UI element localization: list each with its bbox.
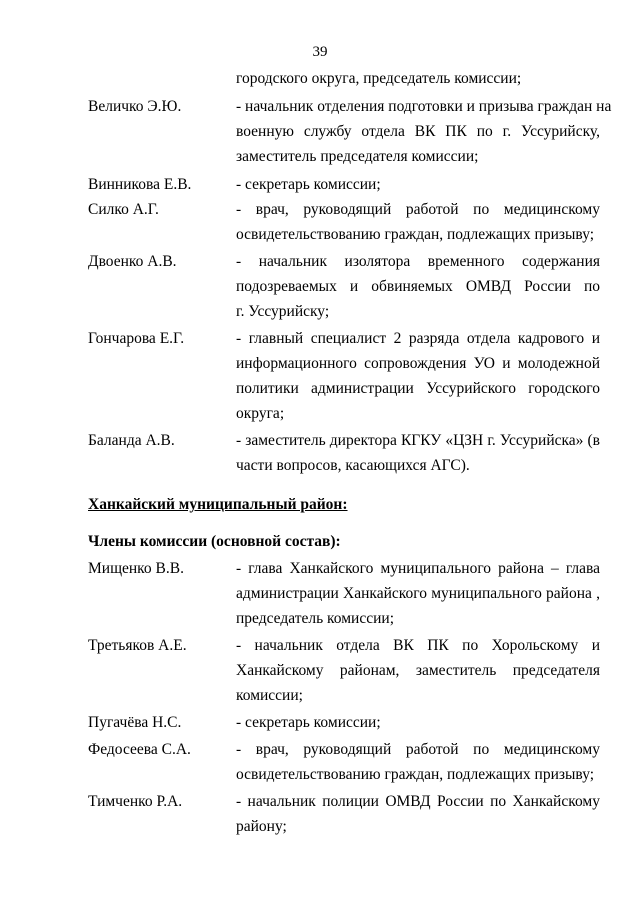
- member-role-line: - заместитель директора КГКУ «ЦЗН г. Уссурийска» (в: [236, 432, 600, 449]
- member-role-line: округа;: [236, 405, 285, 422]
- member-role-line: освидетельствованию граждан, подлежащих призыву;: [236, 766, 595, 783]
- member-role-line: - секретарь комиссии;: [236, 714, 381, 731]
- member-name: Гончарова Е.Г.: [88, 330, 185, 347]
- member-name: Баланда А.В.: [88, 432, 175, 449]
- member-role-line: - главный специалист 2 разряда отдела кадрового и: [236, 330, 600, 347]
- member-role-line: заместитель председателя комиссии;: [236, 148, 479, 165]
- member-role-line: - глава Ханкайского муниципального района – глава: [236, 560, 600, 577]
- member-role-line: председатель комиссии;: [236, 610, 395, 627]
- member-role-line: - секретарь комиссии;: [236, 176, 381, 193]
- member-name: Силко А.Г.: [88, 201, 159, 218]
- member-role-line: - начальник отдела ВК ПК по Хорольскому и: [236, 637, 600, 654]
- member-role-line: - начальник отделения подготовки и призыва граждан на: [236, 98, 612, 115]
- member-role-line: части вопросов, касающихся АГС).: [236, 457, 470, 474]
- member-role-line: подозреваемых и обвиняемых ОМВД России по: [236, 278, 600, 295]
- district-heading: Ханкайский муниципальный район:: [88, 496, 348, 513]
- member-name: Двоенко А.В.: [88, 253, 177, 270]
- member-role-line: - врач, руководящий работой по медицинскому: [236, 201, 600, 218]
- member-name: Федосеева С.А.: [88, 741, 191, 758]
- page-number: 39: [312, 44, 328, 60]
- member-role-line: информационного сопровождения УО и молодежной: [236, 355, 600, 372]
- members-heading: Члены комиссии (основной состав):: [88, 533, 341, 550]
- member-role-line: военную службу отдела ВК ПК по г. Уссурийску,: [236, 123, 600, 140]
- member-role-line: освидетельствованию граждан, подлежащих призыву;: [236, 226, 595, 243]
- member-role-line: району;: [236, 818, 287, 835]
- member-name: Пугачёва Н.С.: [88, 714, 182, 731]
- member-role-line: г. Уссурийску;: [236, 303, 330, 320]
- member-role-line: - врач, руководящий работой по медицинскому: [236, 741, 600, 758]
- member-role-line: - начальник полиции ОМВД России по Ханкайскому: [236, 793, 600, 810]
- member-role-line: Ханкайскому районам, заместитель председателя: [236, 662, 600, 679]
- member-name: Мищенко В.В.: [88, 560, 184, 577]
- member-name: Тимченко Р.А.: [88, 793, 183, 810]
- member-role-line: - начальник изолятора временного содержания: [236, 253, 600, 270]
- member-role-line: комиссии;: [236, 687, 303, 704]
- continuation-line: городского округа, председатель комиссии;: [236, 70, 522, 87]
- member-name: Величко Э.Ю.: [88, 98, 182, 115]
- member-role-line: администрации Ханкайского муниципального района ,: [236, 585, 600, 602]
- member-name: Винникова Е.В.: [88, 176, 192, 193]
- member-name: Третьяков А.Е.: [88, 637, 187, 654]
- member-role-line: политики администрации Уссурийского городского: [236, 380, 600, 397]
